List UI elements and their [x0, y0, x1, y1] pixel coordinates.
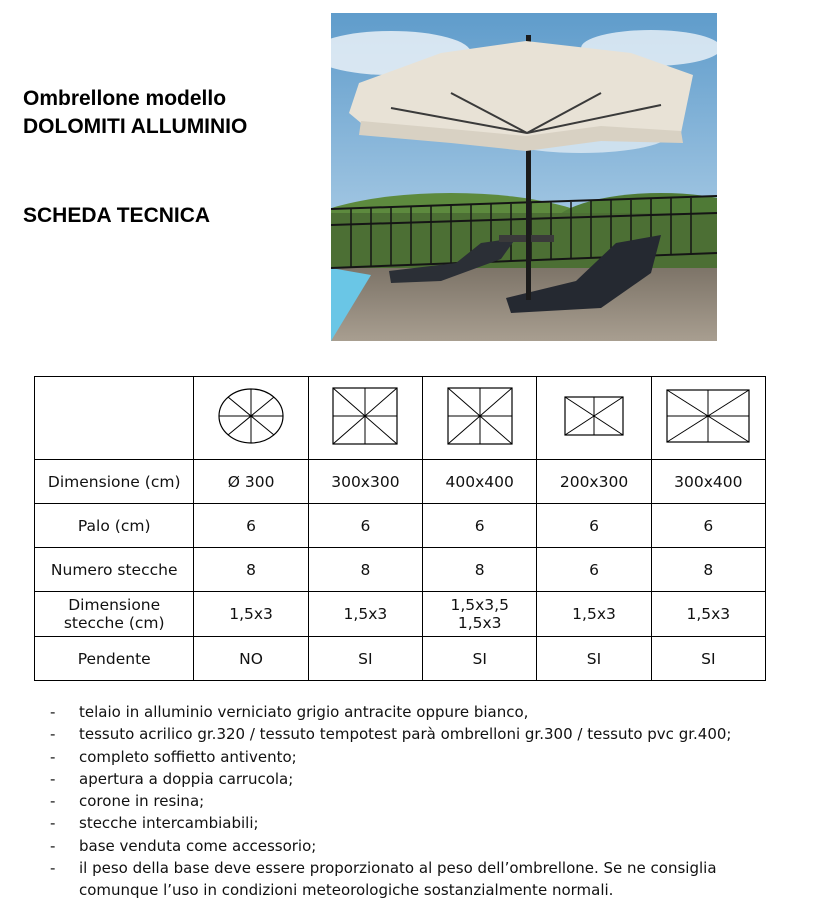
- list-item: [50, 812, 790, 834]
- shape-cell-400x400: [423, 377, 537, 460]
- list-item: [50, 746, 790, 768]
- list-item-text: il peso della base deve essere proporzionato al peso dell’ombrellone. Se ne consiglia comunque l’uso in condizioni meteorologiche sostanzialmente normali.: [79, 859, 717, 900]
- table-cell: 8: [194, 548, 308, 592]
- bullet-dash: -: [50, 703, 56, 721]
- technical-sheet-title: SCHEDA TECNICA: [23, 204, 211, 227]
- table-cell: 6: [651, 504, 765, 548]
- list-item-text: base venduta come accessorio;: [79, 836, 317, 855]
- table-cell: 6: [537, 548, 651, 592]
- table-cell: 200x300: [537, 460, 651, 504]
- row-label: Palo (cm): [35, 504, 194, 548]
- table-cell: 300x300: [308, 460, 422, 504]
- product-model-name: DOLOMITI ALLUMINIO: [23, 115, 248, 138]
- table-cell: 1,5x3: [651, 592, 765, 637]
- table-cell: SI: [308, 637, 422, 681]
- table-cell-line: 1,5x3,5: [450, 596, 509, 614]
- table-cell: 400x400: [423, 460, 537, 504]
- list-item-text: corone in resina;: [79, 792, 205, 811]
- table-cell-line: 1,5x3: [457, 614, 502, 632]
- bullet-dash: -: [50, 747, 56, 766]
- table-cell: Ø 300: [194, 460, 308, 504]
- table-row-dimension: [35, 460, 766, 504]
- bullet-dash: -: [50, 792, 56, 811]
- table-cell: 6: [194, 504, 308, 548]
- bullet-dash: -: [50, 769, 56, 788]
- table-cell: 1,5x3: [308, 592, 422, 637]
- row-label-line: stecche (cm): [63, 614, 165, 632]
- rectangle-8-ribs-icon: [666, 389, 750, 443]
- table-row-pendant: [35, 637, 766, 681]
- list-item-text: tessuto acrilico gr.320 / tessuto tempotest parà ombrelloni gr.300 / tessuto pvc gr.400;: [79, 725, 732, 744]
- list-item: [50, 835, 790, 857]
- shape-cell-300x400: [651, 377, 765, 460]
- table-cell: 6: [308, 504, 422, 548]
- row-label: Dimensione (cm): [35, 460, 194, 504]
- bullet-dash: -: [50, 859, 56, 878]
- list-item: [50, 701, 790, 723]
- bullet-dash: -: [50, 814, 56, 833]
- table-cell: 300x400: [651, 460, 765, 504]
- row-label: [35, 592, 194, 637]
- table-cell: [423, 592, 537, 637]
- list-item-text: stecche intercambiabili;: [79, 814, 259, 833]
- list-item-text: apertura a doppia carrucola;: [79, 769, 294, 788]
- table-row-ribs-count: [35, 548, 766, 592]
- table-row-pole: [35, 504, 766, 548]
- list-item: [50, 723, 790, 745]
- rectangle-6-ribs-icon: [564, 396, 624, 436]
- table-cell: 6: [537, 504, 651, 548]
- table-cell: SI: [537, 637, 651, 681]
- table-corner-cell: [35, 377, 194, 460]
- list-item: [50, 790, 790, 812]
- table-cell: SI: [423, 637, 537, 681]
- product-photo: [331, 13, 717, 341]
- list-item: [50, 857, 790, 902]
- row-label-line: Dimensione: [68, 596, 161, 614]
- table-row-shapes: [35, 377, 766, 460]
- shape-cell-round: [194, 377, 308, 460]
- list-item: [50, 768, 790, 790]
- table-cell: 8: [423, 548, 537, 592]
- list-item-text: completo soffietto antivento;: [79, 747, 297, 766]
- shape-cell-200x300: [537, 377, 651, 460]
- table-cell: SI: [651, 637, 765, 681]
- bullet-dash: -: [50, 836, 56, 855]
- table-cell: 8: [651, 548, 765, 592]
- table-cell: 8: [308, 548, 422, 592]
- shape-cell-300x300: [308, 377, 422, 460]
- square-8-ribs-icon: [447, 387, 513, 445]
- table-cell: 6: [423, 504, 537, 548]
- table-cell: 1,5x3: [194, 592, 308, 637]
- row-label: Numero stecche: [35, 548, 194, 592]
- bullet-dash: -: [50, 725, 56, 744]
- list-item-text: telaio in alluminio verniciato grigio antracite oppure bianco,: [79, 703, 529, 721]
- round-8-ribs-icon: [216, 386, 286, 446]
- features-list: [50, 701, 790, 902]
- table-cell: NO: [194, 637, 308, 681]
- table-cell: 1,5x3: [537, 592, 651, 637]
- row-label: Pendente: [35, 637, 194, 681]
- product-title-line1: Ombrellone modello: [23, 87, 227, 110]
- table-row-ribs-size: [35, 592, 766, 637]
- square-8-ribs-icon: [332, 387, 398, 445]
- specs-table: [34, 376, 766, 681]
